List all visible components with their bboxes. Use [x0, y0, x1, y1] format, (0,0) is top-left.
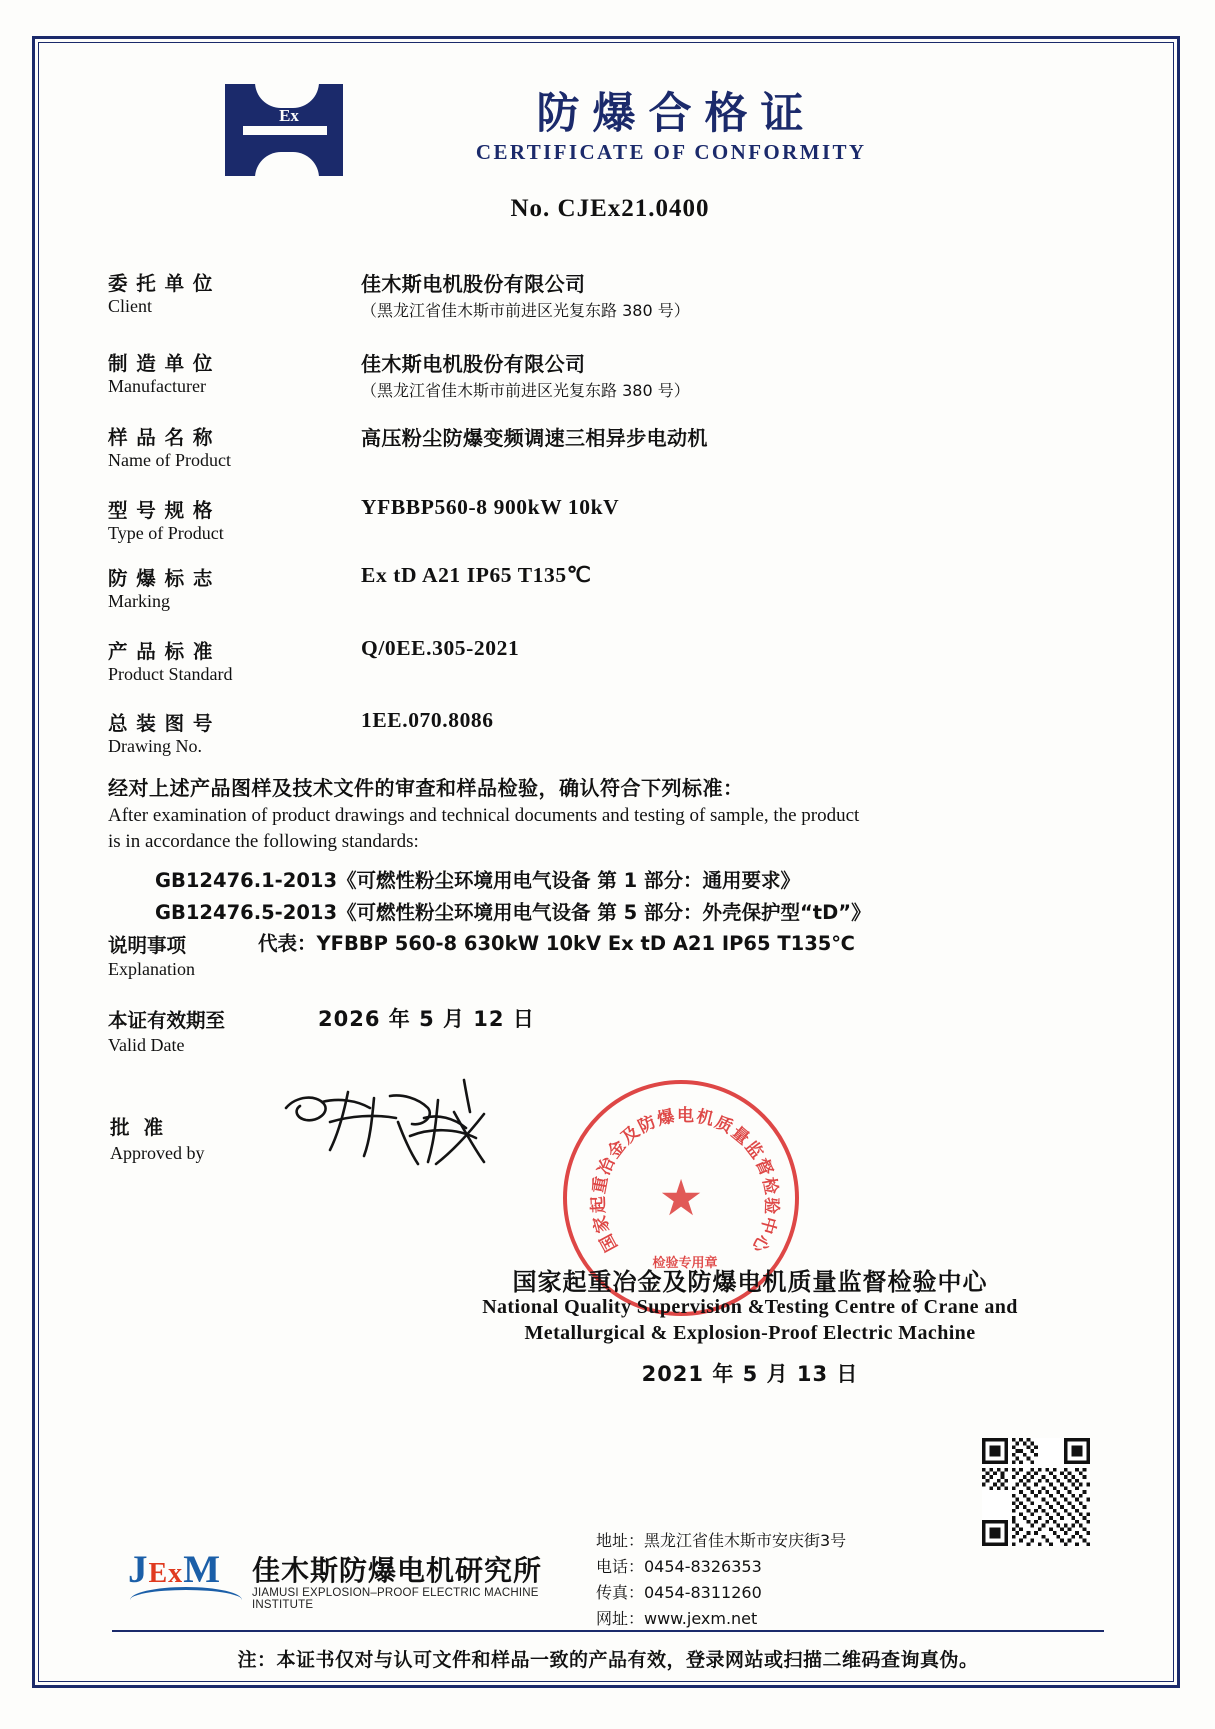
certificate-header [120, 78, 1080, 188]
field-value: 佳木斯电机股份有限公司 [361, 352, 586, 376]
statement-en-line1: After examination of product drawings and technical documents and testing of sample, the product [108, 805, 860, 826]
field-label-en: Manufacturer [108, 376, 206, 396]
field-label-cn: 总 装 图 号 [108, 712, 214, 735]
field-label-cn: 样 品 名 称 [108, 426, 214, 449]
stamp-ring-text: 国 家 起 重 冶 金 及 防 爆 电 机 质 量 监 督 检 验 中 心 [588, 1106, 782, 1256]
issuer-name-en-line2: Metallurgical & Explosion-Proof Electric Machine [524, 1322, 976, 1344]
signature-mark [278, 1078, 528, 1183]
valid-date-value: 2026 年 5 月 12 日 [318, 1007, 535, 1031]
field-value: Q/0EE.305-2021 [361, 636, 520, 660]
certificate-number: No. CJEx21.0400 [510, 195, 710, 222]
issue-date: 2021 年 5 月 13 日 [641, 1362, 859, 1386]
footer-divider [112, 1630, 1104, 1632]
field-label-cn: 委 托 单 位 [108, 272, 214, 295]
field-value: Ex tD A21 IP65 T135℃ [361, 563, 592, 587]
statement-en-line2: is in accordance the following standards: [108, 831, 419, 852]
field-label-en: Type of Product [108, 523, 224, 543]
explanation-value: 代表：YFBBP 560-8 630kW 10kV Ex tD A21 IP65 T135℃ [258, 932, 855, 955]
stamp-star-icon: ★ [658, 1170, 704, 1226]
field-value: 高压粉尘防爆变频调速三相异步电动机 [361, 426, 708, 450]
explanation-label-cn: 说明事项 [108, 934, 187, 957]
approved-label-cn: 批准 [110, 1116, 178, 1139]
institute-name-en: JIAMUSI EXPLOSION–PROOF ELECTRIC MACHINE INSTITUTE [252, 1587, 539, 1611]
field-label-en: Marking [108, 591, 170, 611]
field-label-en: Drawing No. [108, 736, 202, 756]
contact-address: 地址：黑龙江省佳木斯市安庆街3号 [596, 1531, 847, 1550]
field-label-cn: 防 爆 标 志 [108, 567, 214, 590]
contact-phone: 电话：0454-8326353 [596, 1557, 762, 1576]
standard-item: GB12476.5-2013《可燃性粉尘环境用电气设备 第 5 部分：外壳保护型“tD”》 [155, 901, 871, 924]
field-label-cn: 制 造 单 位 [108, 352, 214, 375]
field-label-cn: 产 品 标 准 [108, 640, 214, 663]
field-label-en: Name of Product [108, 450, 231, 470]
stamp-bottom-text: 检验专用章 [652, 1256, 718, 1271]
field-value: 佳木斯电机股份有限公司 [361, 272, 586, 296]
contact-website[interactable]: 网址：www.jexm.net [596, 1609, 758, 1628]
field-subvalue: （黑龙江省佳木斯市前进区光复东路 380 号） [361, 381, 690, 400]
institute-name-cn: 佳木斯防爆电机研究所 [252, 1554, 543, 1587]
issuer-name-cn: 国家起重冶金及防爆电机质量监督检验中心 [512, 1268, 988, 1296]
contact-fax: 传真：0454-8311260 [596, 1583, 762, 1602]
statement-cn: 经对上述产品图样及技术文件的审查和样品检验，确认符合下列标准： [108, 776, 744, 800]
page-title-en: CERTIFICATE OF CONFORMITY [475, 140, 867, 164]
valid-date-label-cn: 本证有效期至 [108, 1009, 226, 1032]
institute-logo-mark: JExM [128, 1548, 221, 1591]
field-value: YFBBP560-8 900kW 10kV [361, 495, 620, 519]
qr-code-icon[interactable] [982, 1438, 1090, 1546]
issuer-name-en-line1: National Quality Supervision &Testing Centre of Crane and [482, 1296, 1018, 1318]
standard-item: GB12476.1-2013《可燃性粉尘环境用电气设备 第 1 部分：通用要求》 [155, 869, 800, 892]
ex-logo-label: Ex [279, 106, 299, 125]
field-value: 1EE.070.8086 [361, 708, 494, 732]
approved-label-en: Approved by [110, 1143, 205, 1163]
field-label-cn: 型 号 规 格 [108, 499, 214, 522]
footer-note: 注：本证书仅对与认可文件和样品一致的产品有效，登录网站或扫描二维码查询真伪。 [237, 1649, 979, 1671]
valid-date-label-en: Valid Date [108, 1035, 185, 1055]
field-label-en: Product Standard [108, 664, 233, 684]
institute-logo-x: Ex [148, 1558, 184, 1589]
ex-logo-icon [225, 84, 343, 176]
page-title-cn: 防爆合格证 [536, 89, 817, 139]
explanation-label-en: Explanation [108, 959, 195, 979]
field-subvalue: （黑龙江省佳木斯市前进区光复东路 380 号） [361, 301, 690, 320]
field-label-en: Client [108, 296, 152, 316]
contact-block [596, 1528, 956, 1632]
institute-logo [128, 1545, 558, 1611]
